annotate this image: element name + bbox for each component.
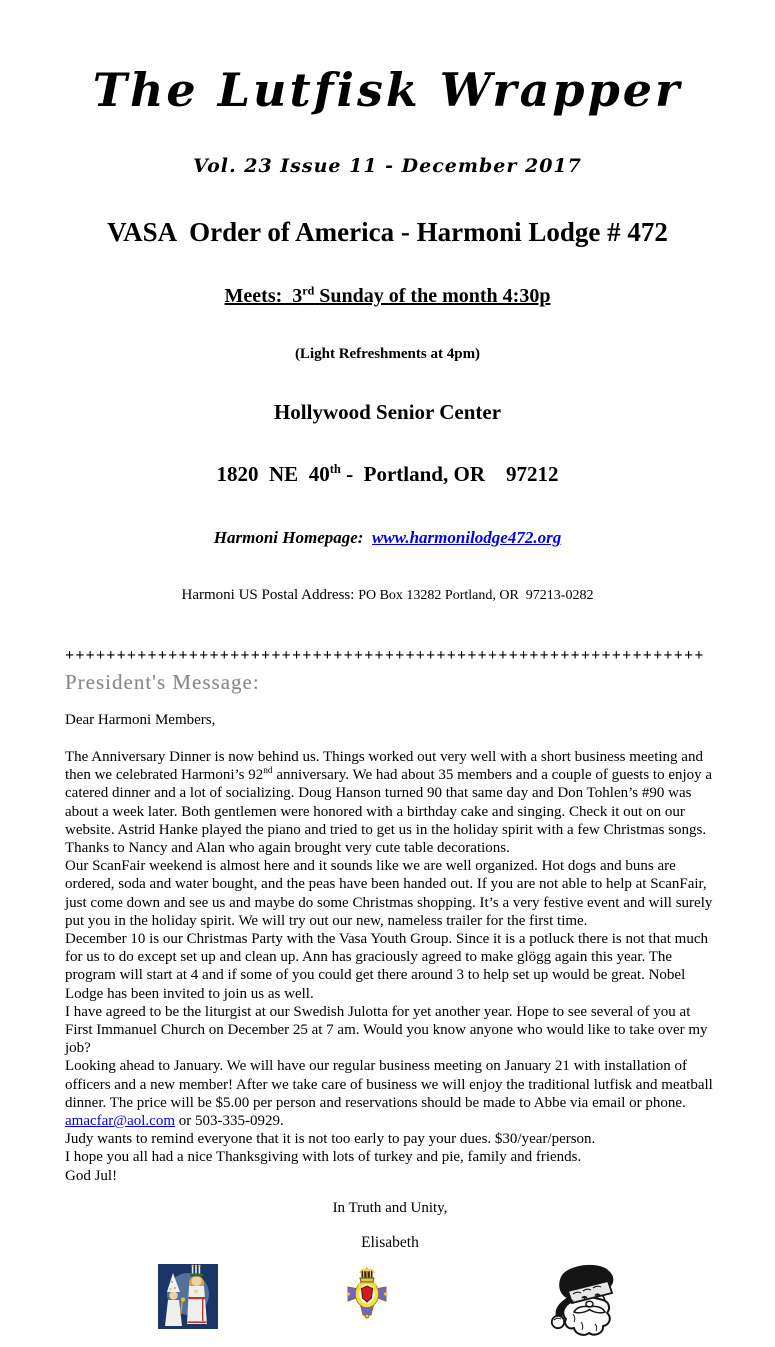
message-paragraph (65, 1003, 715, 1058)
text-run: Looking ahead to January. We will have our regular business meeting on January 21 with installation of officers and a new member! After we take care of business we will enjoy the traditional lutfisk and meatball dinner. The price will be $5.00 per person and reservations should be made to Abbe via email or phone. (65, 1058, 713, 1111)
meeting-schedule (0, 283, 775, 309)
message-paragraph (65, 1167, 715, 1185)
homepage-line (0, 526, 775, 549)
message-paragraph (65, 857, 715, 930)
lucia-procession-image (158, 1264, 218, 1329)
greeting: Dear Harmoni Members, (65, 712, 216, 728)
emblem-crown (360, 1267, 374, 1282)
address-text: 1820 NE 40 (216, 462, 330, 486)
plus-divider: ++++++++++++++++++++++++++++++++++++++++++++++++++++++++++++++ (65, 647, 705, 664)
message-body (65, 748, 715, 1185)
signature: Elisabeth (361, 1233, 419, 1251)
homepage-link[interactable]: www.harmonilodge472.org (371, 528, 562, 547)
footer-artwork (65, 1262, 715, 1347)
message-section (0, 648, 775, 1347)
text-run: Judy wants to remind everyone that it is not too early to pay your dues. $30/year/person. (65, 1131, 596, 1148)
text-run: I hope you all had a nice Thanksgiving with lots of turkey and pie, family and friends. (65, 1149, 582, 1166)
text-run: anniversary. We had about 35 members and a couple of guests to enjoy a catered dinner and a lot of socializing. Doug Hanson turned 90 that same day and Don Tohlen’s #90 was about a week later. Both gentlemen were honored with a birthday cake and singing. Check it out on our website. Astrid Hanke played the piano and tried to get us in the holiday spirit with a few Christmas songs. Thanks to Nancy and Alan who again brought very cute table decorations. (65, 767, 713, 857)
message-paragraph (65, 930, 715, 1003)
venue-address (0, 461, 775, 487)
issue-line: Vol. 23 Issue 11 - December 2017 (193, 155, 582, 177)
text-run: The Anniversary Dinner is now behind us. Things worked out very well with a short business meeting and then we celebrated Harmoni’s 92 (65, 749, 703, 784)
ordinal-superscript: nd (263, 766, 273, 777)
homepage-label: Harmoni Homepage: (213, 528, 364, 547)
closing-line: In Truth and Unity, (332, 1199, 448, 1216)
message-paragraph (65, 748, 715, 857)
ordinal-superscript: rd (302, 283, 315, 298)
text-run: Our ScanFair weekend is almost here and it sounds like we are well organized. Hot dogs and buns are ordered, soda and water bought, and the peas have been handed out. If you are not able to help at ScanFair, just come down and see us and maybe do some Christmas shopping. It’s a very festive event and will surely put you in the holiday spirit. We will try out our new, nameless trailer for the first time. (65, 858, 713, 929)
section-heading: President's Message: (65, 670, 260, 694)
text-run: God Jul! (65, 1167, 118, 1184)
message-paragraph (65, 1057, 715, 1130)
newsletter-title: The Lutfisk Wrapper (92, 63, 683, 117)
text-run: I have agreed to be the liturgist at our Swedish Julotta for yet another year. Hope to see several of you at First Immanuel Church on December 25 at 7 am. Would you know anyone who would like to take over my job? (65, 1003, 708, 1057)
venue-name: Hollywood Senior Center (273, 400, 502, 424)
meets-text-cont: Sunday of the month 4:30p (314, 285, 551, 307)
text-run: December 10 is our Christmas Party with the Vasa Youth Group. Since it is a potluck there is not that much for us to do except set up and clean up. Ann has graciously agreed to make glögg again this year. The program will start at 4 and if some of you could get there around 3 to help set up would be great. Nobel Lodge has been invited to join us as well. (65, 931, 708, 1002)
message-paragraph (65, 1148, 715, 1166)
address-text-cont: - Portland, OR 97212 (340, 462, 559, 486)
santa-claus-image (543, 1262, 628, 1337)
postal-value: PO Box 13282 Portland, OR 97213-0282 (358, 588, 594, 603)
ordinal-superscript: th (329, 462, 341, 476)
postal-label: Harmoni US Postal Address: (181, 587, 355, 603)
refreshments-note: (Light Refreshments at 4pm) (294, 346, 481, 362)
text-run: or 503-335-0929. (175, 1113, 284, 1130)
spacer (363, 528, 372, 547)
postal-line (0, 585, 775, 606)
email-link[interactable]: amacfar@aol.com (65, 1113, 176, 1130)
masthead (0, 0, 775, 642)
message-paragraph (65, 1130, 715, 1148)
meets-text: Meets: 3 (224, 285, 303, 307)
vasa-order-emblem (345, 1267, 389, 1319)
organization-line: VASA Order of America - Harmoni Lodge # 472 (107, 217, 668, 247)
